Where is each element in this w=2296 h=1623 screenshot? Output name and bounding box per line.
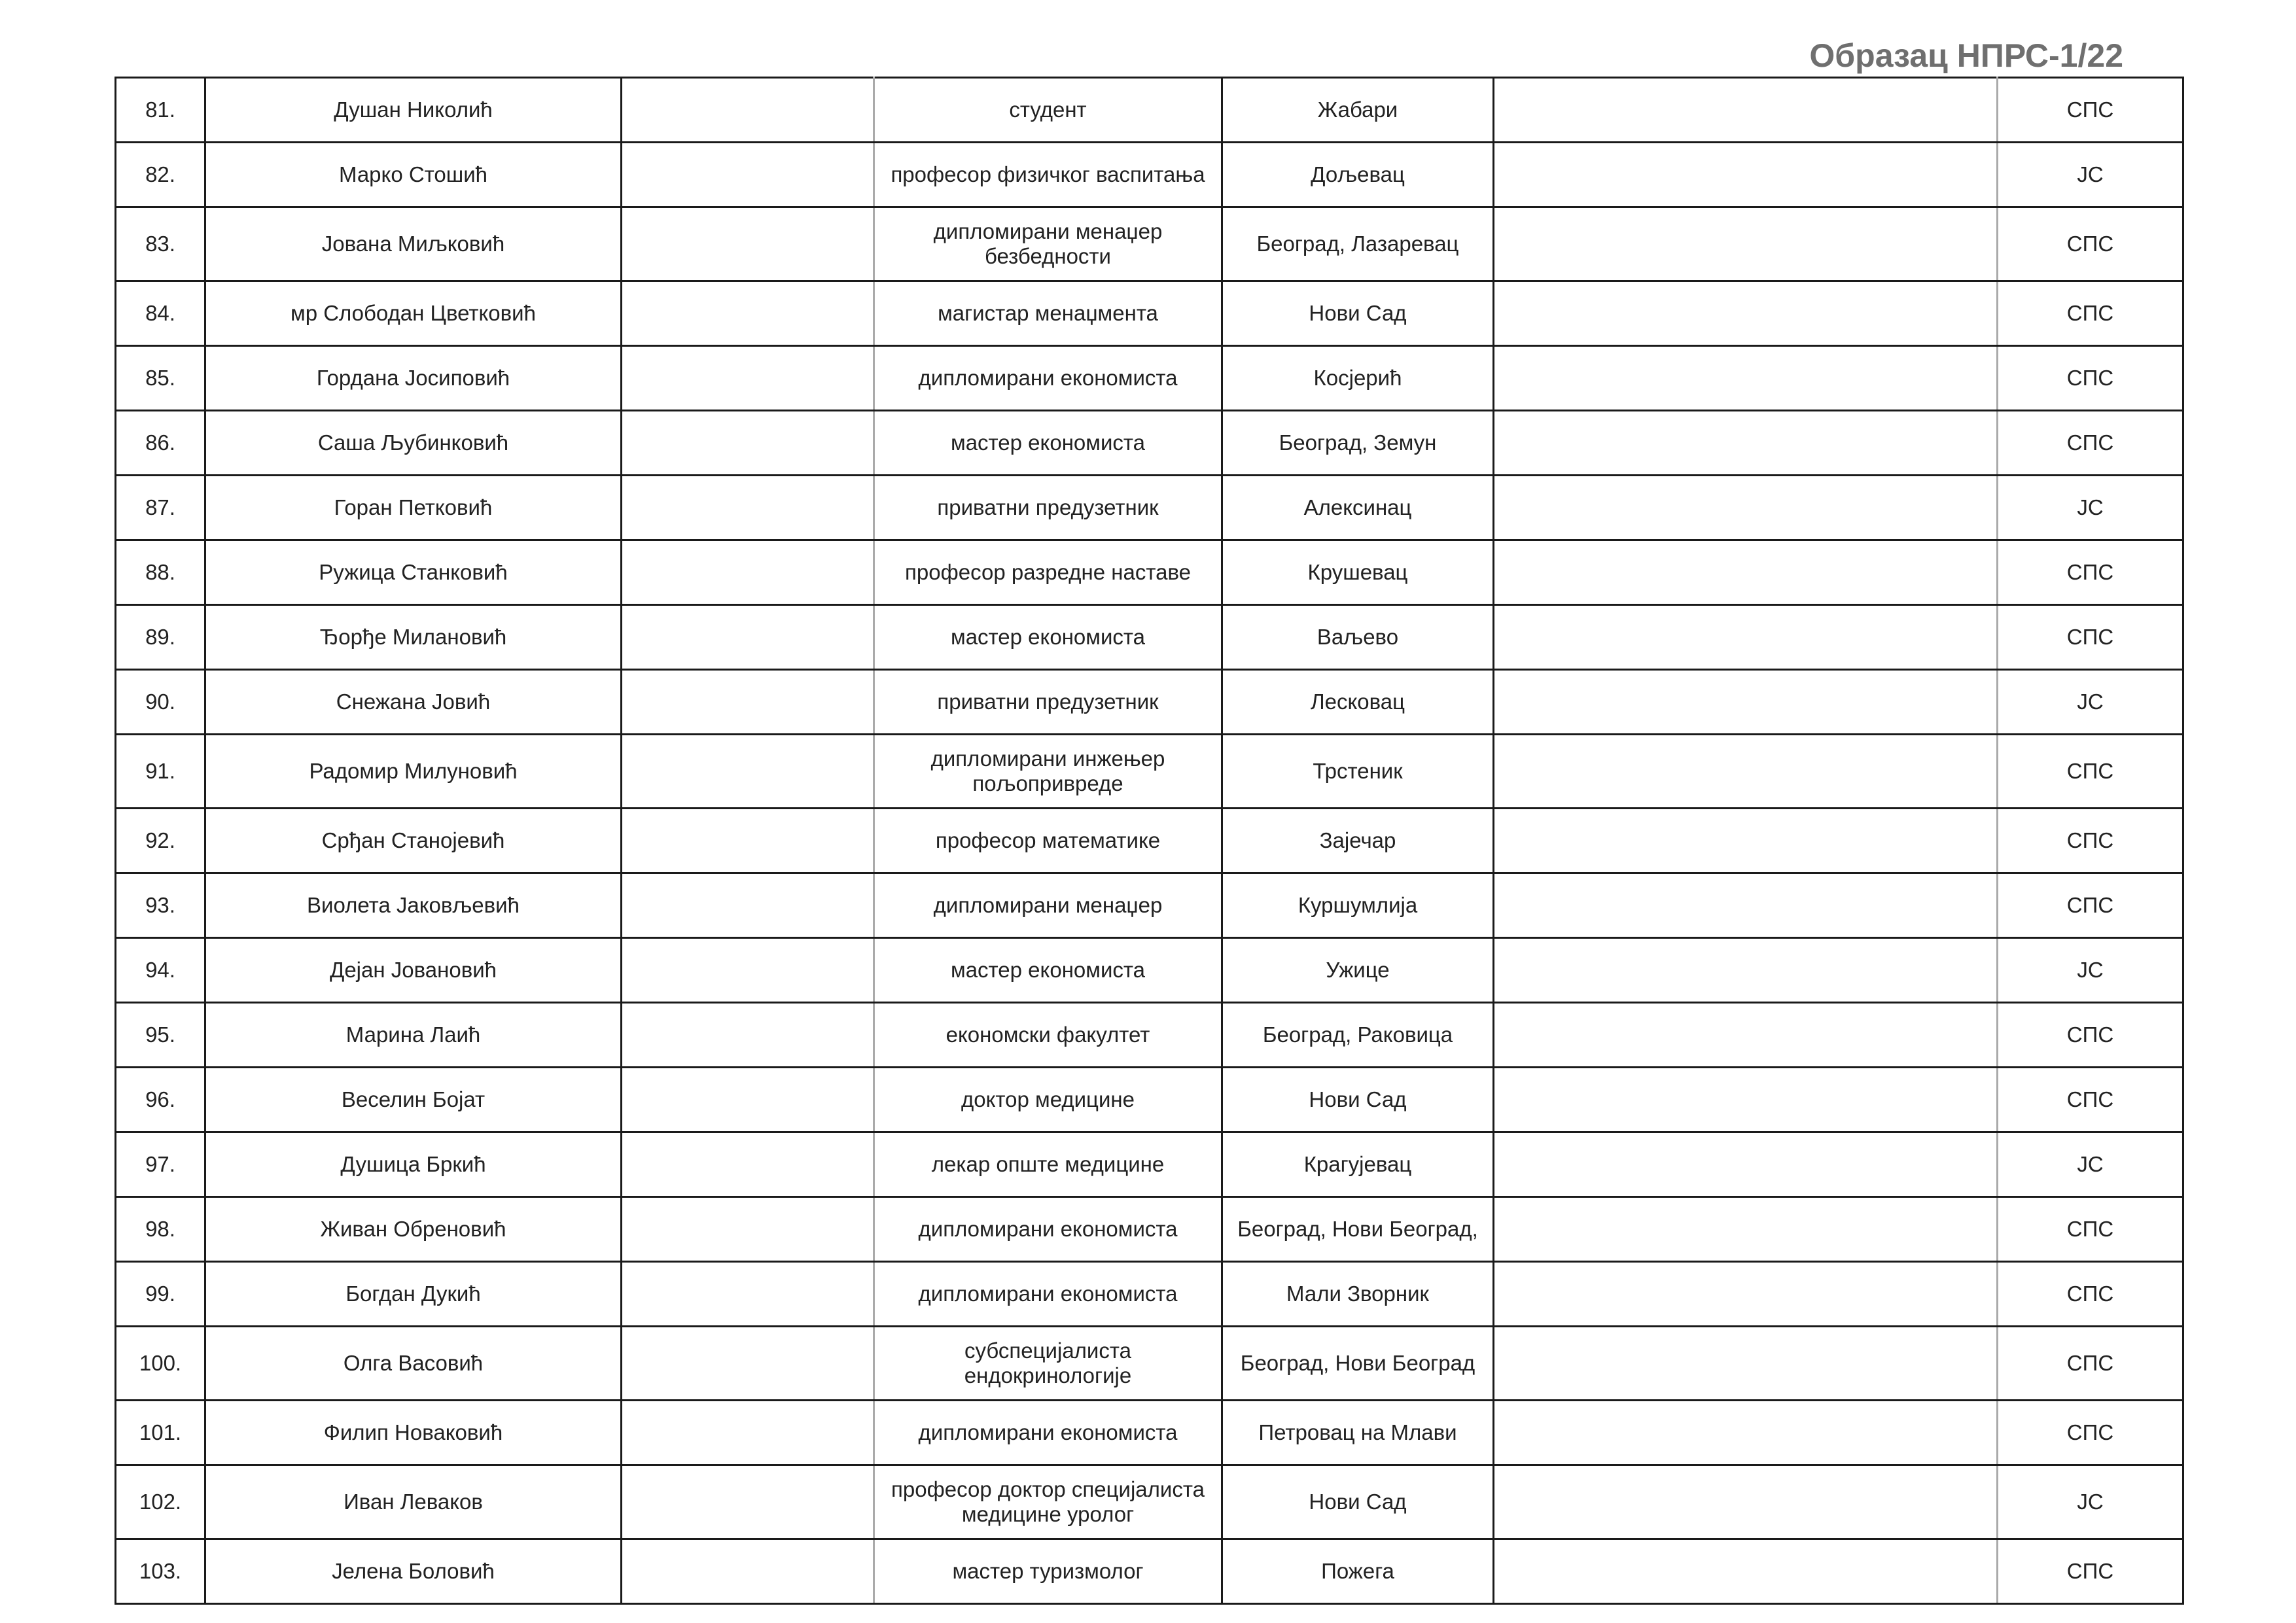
party: ЈС	[1998, 143, 2183, 207]
party: ЈС	[1998, 1132, 2183, 1197]
candidate-name: мр Слободан Цветковић	[205, 281, 622, 346]
occupation: дипломирани економиста	[874, 1262, 1222, 1327]
empty-cell	[1494, 1327, 1998, 1401]
empty-cell	[622, 1539, 874, 1604]
residence: Жабари	[1222, 78, 1494, 143]
occupation: субспецијалиста ендокринологије	[874, 1327, 1222, 1401]
candidate-name: Ђорђе Милановић	[205, 605, 622, 670]
party: СПС	[1998, 411, 2183, 476]
party: СПС	[1998, 540, 2183, 605]
table-row	[116, 1197, 2183, 1262]
empty-cell	[1494, 1003, 1998, 1068]
row-number: 90.	[116, 670, 205, 735]
occupation: мастер туризмолог	[874, 1539, 1222, 1604]
row-number: 85.	[116, 346, 205, 411]
empty-cell	[1494, 1197, 1998, 1262]
occupation: мастер економиста	[874, 938, 1222, 1003]
occupation: професор разредне наставе	[874, 540, 1222, 605]
party: СПС	[1998, 1197, 2183, 1262]
empty-cell	[622, 1132, 874, 1197]
table-row	[116, 476, 2183, 540]
party: СПС	[1998, 873, 2183, 938]
party: ЈС	[1998, 1465, 2183, 1539]
empty-cell	[622, 809, 874, 873]
party: СПС	[1998, 1003, 2183, 1068]
residence: Петровац на Млави	[1222, 1401, 1494, 1465]
empty-cell	[622, 1262, 874, 1327]
row-number: 96.	[116, 1068, 205, 1132]
table-row	[116, 1401, 2183, 1465]
row-number: 99.	[116, 1262, 205, 1327]
row-number: 92.	[116, 809, 205, 873]
empty-cell	[622, 1003, 874, 1068]
empty-cell	[622, 1465, 874, 1539]
empty-cell	[1494, 281, 1998, 346]
row-number: 81.	[116, 78, 205, 143]
candidate-name: Виолета Јаковљевић	[205, 873, 622, 938]
empty-cell	[622, 670, 874, 735]
empty-cell	[1494, 1132, 1998, 1197]
residence: Нови Сад	[1222, 1068, 1494, 1132]
empty-cell	[1494, 1401, 1998, 1465]
row-number: 88.	[116, 540, 205, 605]
party: СПС	[1998, 1262, 2183, 1327]
residence: Нови Сад	[1222, 281, 1494, 346]
row-number: 93.	[116, 873, 205, 938]
empty-cell	[622, 346, 874, 411]
residence: Београд, Нови Београд	[1222, 1327, 1494, 1401]
empty-cell	[1494, 1262, 1998, 1327]
occupation: мастер економиста	[874, 605, 1222, 670]
row-number: 89.	[116, 605, 205, 670]
empty-cell	[1494, 873, 1998, 938]
candidate-name: Снежана Јовић	[205, 670, 622, 735]
candidate-name: Горан Петковић	[205, 476, 622, 540]
table-row	[116, 346, 2183, 411]
empty-cell	[622, 143, 874, 207]
table-row	[116, 1132, 2183, 1197]
empty-cell	[1494, 78, 1998, 143]
empty-cell	[622, 873, 874, 938]
party: ЈС	[1998, 938, 2183, 1003]
candidate-name: Саша Љубинковић	[205, 411, 622, 476]
form-code-label: Образац НПРС-1/22	[1809, 37, 2123, 74]
empty-cell	[622, 735, 874, 809]
residence: Ужице	[1222, 938, 1494, 1003]
party: СПС	[1998, 605, 2183, 670]
table-row	[116, 411, 2183, 476]
empty-cell	[1494, 938, 1998, 1003]
table-row	[116, 938, 2183, 1003]
candidate-name: Олга Васовић	[205, 1327, 622, 1401]
empty-cell	[622, 476, 874, 540]
party: ЈС	[1998, 670, 2183, 735]
empty-cell	[1494, 605, 1998, 670]
occupation: дипломирани инжењер пољопривреде	[874, 735, 1222, 809]
row-number: 102.	[116, 1465, 205, 1539]
party: СПС	[1998, 78, 2183, 143]
row-number: 101.	[116, 1401, 205, 1465]
candidate-name: Живан Обреновић	[205, 1197, 622, 1262]
empty-cell	[1494, 143, 1998, 207]
candidate-name: Јована Миљковић	[205, 207, 622, 281]
candidate-name: Веселин Бојат	[205, 1068, 622, 1132]
table-row	[116, 735, 2183, 809]
empty-cell	[1494, 670, 1998, 735]
candidate-name: Душица Бркић	[205, 1132, 622, 1197]
candidate-rows	[116, 78, 2183, 1604]
row-number: 91.	[116, 735, 205, 809]
empty-cell	[622, 281, 874, 346]
residence: Београд, Раковица	[1222, 1003, 1494, 1068]
empty-cell	[1494, 735, 1998, 809]
candidate-list-table	[115, 77, 2184, 1605]
candidate-name: Душан Николић	[205, 78, 622, 143]
candidate-name: Марко Стошић	[205, 143, 622, 207]
residence: Косјерић	[1222, 346, 1494, 411]
empty-cell	[1494, 1068, 1998, 1132]
occupation: дипломирани економиста	[874, 1401, 1222, 1465]
occupation: магистар менаџмента	[874, 281, 1222, 346]
empty-cell	[1494, 540, 1998, 605]
table-row	[116, 1068, 2183, 1132]
candidate-name: Иван Леваков	[205, 1465, 622, 1539]
empty-cell	[1494, 346, 1998, 411]
empty-cell	[622, 1068, 874, 1132]
occupation: приватни предузетник	[874, 476, 1222, 540]
occupation: професор физичког васпитања	[874, 143, 1222, 207]
occupation: дипломирани економиста	[874, 346, 1222, 411]
residence: Мали Зворник	[1222, 1262, 1494, 1327]
occupation: лекар опште медицине	[874, 1132, 1222, 1197]
occupation: студент	[874, 78, 1222, 143]
candidate-name: Дејан Јовановић	[205, 938, 622, 1003]
empty-cell	[622, 1327, 874, 1401]
row-number: 82.	[116, 143, 205, 207]
table-row	[116, 143, 2183, 207]
residence: Алексинац	[1222, 476, 1494, 540]
residence: Зајечар	[1222, 809, 1494, 873]
occupation: дипломирани менаџер безбедности	[874, 207, 1222, 281]
residence: Крагујевац	[1222, 1132, 1494, 1197]
empty-cell	[1494, 1539, 1998, 1604]
table-row	[116, 1465, 2183, 1539]
empty-cell	[1494, 476, 1998, 540]
occupation: професор математике	[874, 809, 1222, 873]
empty-cell	[622, 1401, 874, 1465]
row-number: 98.	[116, 1197, 205, 1262]
row-number: 87.	[116, 476, 205, 540]
candidate-name: Јелена Боловић	[205, 1539, 622, 1604]
empty-cell	[622, 207, 874, 281]
candidate-name: Марина Лаић	[205, 1003, 622, 1068]
residence: Крушевац	[1222, 540, 1494, 605]
residence: Куршумлија	[1222, 873, 1494, 938]
residence: Лесковац	[1222, 670, 1494, 735]
candidate-name: Гордана Јосиповић	[205, 346, 622, 411]
empty-cell	[622, 411, 874, 476]
residence: Пожега	[1222, 1539, 1494, 1604]
residence: Ваљево	[1222, 605, 1494, 670]
empty-cell	[1494, 207, 1998, 281]
row-number: 100.	[116, 1327, 205, 1401]
residence: Београд, Лазаревац	[1222, 207, 1494, 281]
empty-cell	[622, 605, 874, 670]
table-row	[116, 1262, 2183, 1327]
occupation: приватни предузетник	[874, 670, 1222, 735]
candidate-name: Радомир Милуновић	[205, 735, 622, 809]
residence: Београд, Нови Београд,	[1222, 1197, 1494, 1262]
occupation: мастер економиста	[874, 411, 1222, 476]
candidate-name: Срђан Станојевић	[205, 809, 622, 873]
occupation: дипломирани економиста	[874, 1197, 1222, 1262]
table-row	[116, 78, 2183, 143]
candidate-name: Филип Новаковић	[205, 1401, 622, 1465]
occupation: професор доктор специјалиста медицине уролог	[874, 1465, 1222, 1539]
row-number: 103.	[116, 1539, 205, 1604]
empty-cell	[1494, 411, 1998, 476]
residence: Дољевац	[1222, 143, 1494, 207]
candidate-name: Ружица Станковић	[205, 540, 622, 605]
party: СПС	[1998, 735, 2183, 809]
row-number: 84.	[116, 281, 205, 346]
party: СПС	[1998, 1539, 2183, 1604]
party: СПС	[1998, 281, 2183, 346]
row-number: 86.	[116, 411, 205, 476]
table-row	[116, 540, 2183, 605]
table-row	[116, 207, 2183, 281]
empty-cell	[622, 540, 874, 605]
empty-cell	[622, 1197, 874, 1262]
empty-cell	[1494, 809, 1998, 873]
row-number: 94.	[116, 938, 205, 1003]
party: ЈС	[1998, 476, 2183, 540]
party: СПС	[1998, 809, 2183, 873]
table-row	[116, 670, 2183, 735]
row-number: 83.	[116, 207, 205, 281]
table-row	[116, 809, 2183, 873]
row-number: 95.	[116, 1003, 205, 1068]
residence: Нови Сад	[1222, 1465, 1494, 1539]
party: СПС	[1998, 1401, 2183, 1465]
occupation: дипломирани менаџер	[874, 873, 1222, 938]
empty-cell	[622, 938, 874, 1003]
table-row	[116, 873, 2183, 938]
table-row	[116, 1539, 2183, 1604]
party: СПС	[1998, 207, 2183, 281]
table-row	[116, 1327, 2183, 1401]
occupation: економски факултет	[874, 1003, 1222, 1068]
table-row	[116, 605, 2183, 670]
empty-cell	[1494, 1465, 1998, 1539]
party: СПС	[1998, 346, 2183, 411]
candidate-name: Богдан Дукић	[205, 1262, 622, 1327]
residence: Трстеник	[1222, 735, 1494, 809]
row-number: 97.	[116, 1132, 205, 1197]
empty-cell	[622, 78, 874, 143]
party: СПС	[1998, 1327, 2183, 1401]
occupation: доктор медицине	[874, 1068, 1222, 1132]
residence: Београд, Земун	[1222, 411, 1494, 476]
party: СПС	[1998, 1068, 2183, 1132]
table-row	[116, 281, 2183, 346]
table-row	[116, 1003, 2183, 1068]
